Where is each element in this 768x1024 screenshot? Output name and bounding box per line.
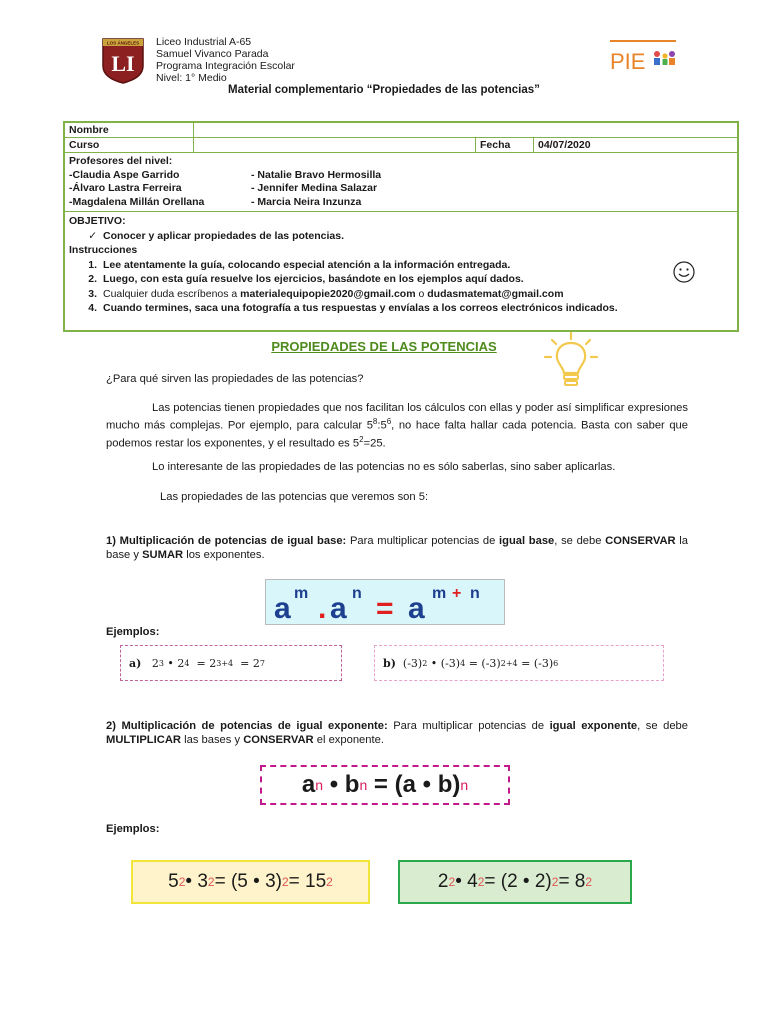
examples-label-1: Ejemplos: — [106, 626, 160, 638]
paragraph-text: =25. — [363, 437, 386, 450]
paragraph-1 — [106, 401, 688, 451]
math-text: = (5 • 3) — [214, 871, 282, 892]
profesor-name: - Marcia Neira Inzunza — [251, 195, 362, 208]
curso-label: Curso — [65, 138, 194, 152]
examples-label-2: Ejemplos: — [106, 823, 160, 835]
formula-equals: = — [376, 592, 394, 624]
instruccion-text: o — [415, 287, 428, 300]
math-base: (-3) — [402, 656, 423, 670]
text-bold: CONSERVAR — [605, 535, 676, 547]
instruccion-text: Cuando termines, saca una fotografía a tus respuestas y envíalas a los correos electrónicos indicados. — [103, 302, 618, 314]
school-line: Samuel Vivanco Parada — [156, 48, 269, 60]
formula-base: a — [330, 592, 347, 624]
instrucciones-label: Instrucciones — [69, 244, 138, 256]
profesor-name: -Álvaro Lastra Ferreira — [69, 182, 182, 194]
math-exponent: 2 — [585, 875, 593, 889]
exponent: 8 — [372, 417, 378, 427]
math-exponent: 7 — [259, 658, 265, 668]
text: , se debe — [637, 720, 688, 732]
math-exponent: 6 — [553, 658, 559, 668]
math-exponent: 2 — [178, 875, 186, 889]
info-table — [63, 121, 739, 332]
property-1-heading: 1) Multiplicación de potencias de igual base: — [106, 535, 347, 547]
formula-base: b) — [437, 771, 461, 798]
fecha-value: 04/07/2020 — [538, 139, 591, 151]
paragraph-2: Lo interesante de las propiedades de las potencias no es sólo saberlas, sino saber aplicarlas. — [152, 461, 616, 473]
instruccion-item — [69, 301, 733, 316]
nombre-field[interactable] — [194, 123, 737, 137]
math-exponent: 2+4 — [500, 658, 518, 668]
objetivo-row — [65, 212, 737, 330]
school-crest-icon — [100, 36, 146, 84]
document-title: Material complementario “Propiedades de las potencias” — [228, 84, 540, 96]
math-base: (-3) — [481, 656, 501, 670]
crest-caption: LOS ÁNGELES — [106, 40, 140, 46]
profesor-name: - Jennifer Medina Salazar — [251, 182, 378, 194]
instruccion-text: Luego, con esta guía resuelve los ejercicios, basándote en los ejemplos aquí dados. — [103, 273, 524, 285]
text: Para multiplicar potencias de — [346, 535, 499, 547]
math-text: = 8 — [558, 871, 586, 892]
formula-product-same-exponent — [260, 765, 510, 805]
instruccion-item — [69, 258, 733, 273]
math-exponent: 4 — [460, 658, 466, 668]
formula-exponent: n — [460, 777, 469, 793]
section-title: PROPIEDADES DE LAS POTENCIAS — [271, 339, 497, 354]
math-text: 5 — [168, 871, 179, 892]
text: los exponentes. — [183, 549, 265, 562]
instruccion-item — [69, 272, 733, 287]
example-yellow-box — [131, 860, 370, 904]
math-base: 2 — [252, 656, 260, 670]
profesores-row — [65, 153, 737, 212]
text-bold: SUMAR — [142, 549, 184, 562]
math-exponent: 4 — [184, 658, 190, 668]
formula-exponent: n — [359, 777, 368, 793]
school-line: Nivel: 1° Medio — [156, 72, 227, 84]
example-a-box: a) 2 3 • 2 4 = 2 3+4 = 2 7 — [120, 645, 342, 681]
math-text: = (2 • 2) — [484, 871, 552, 892]
property-2-heading: 2) Multiplicación de potencias de igual exponente: — [106, 720, 388, 732]
math-base: 2 — [151, 656, 159, 670]
math-exponent: 3+4 — [216, 658, 234, 668]
fecha-label: Fecha — [476, 138, 534, 152]
exponent: 6 — [386, 417, 392, 427]
math-exponent: 2 — [477, 875, 485, 889]
formula-dot: • — [422, 771, 432, 798]
email-link-1[interactable]: materialequipopie2020@gmail.com — [240, 287, 416, 300]
formula-exponent: n — [315, 777, 324, 793]
instruccion-number: 4. — [88, 302, 97, 314]
math-exponent: 3 — [158, 658, 164, 668]
email-link-2[interactable]: dudasmatemat@gmail.com — [427, 287, 564, 300]
text: las bases y — [181, 734, 244, 747]
paragraph-text: , no hace falta hallar cada potencia. Basta con saber que podemos restar los exponentes, y el resultado es 5 — [106, 419, 688, 450]
math-text: = 15 — [288, 871, 327, 892]
paragraph-text: :5 — [377, 419, 387, 432]
profesor-name: -Magdalena Millán Orellana — [69, 195, 205, 208]
math-exponent: 2 — [448, 875, 456, 889]
formula-exponent: n — [470, 585, 480, 602]
objetivo-label: OBJETIVO: — [69, 215, 126, 227]
math-base: (-3) — [533, 656, 554, 670]
math-text: 2 — [437, 871, 449, 892]
instruccion-number: 1. — [88, 258, 97, 271]
text: , se debe — [554, 535, 606, 547]
text: el exponente. — [313, 734, 384, 747]
curso-row — [65, 138, 737, 153]
profesor-name: - Natalie Bravo Hermosilla — [251, 168, 382, 181]
pie-logo-icon — [608, 38, 678, 78]
math-exponent: 2 — [326, 875, 333, 889]
math-base: (-3) — [440, 656, 461, 670]
property-1-text — [106, 534, 688, 562]
nombre-label: Nombre — [65, 123, 194, 137]
curso-field[interactable] — [194, 138, 476, 152]
math-base: 2 — [177, 656, 185, 670]
checkmark-icon: ✓ — [88, 229, 97, 242]
formula-base: a — [274, 592, 291, 624]
math-base: 2 — [209, 656, 217, 670]
profesor-name: -Claudia Aspe Garrido — [69, 168, 180, 181]
text-bold: CONSERVAR — [243, 734, 314, 747]
formula-base: a — [408, 592, 425, 624]
math-exponent: 2 — [207, 875, 215, 889]
crest-letters: LI — [111, 51, 135, 76]
instruccion-number: 3. — [88, 287, 97, 300]
school-line: Liceo Industrial A-65 — [156, 36, 252, 48]
text-bold: MULTIPLICAR — [106, 734, 181, 747]
profesores-list — [69, 169, 733, 210]
school-line: Programa Integración Escolar — [156, 60, 295, 72]
math-text: • 3 — [185, 871, 208, 892]
math-exponent: 2 — [281, 875, 289, 889]
instruccion-text: Cualquier duda escríbenos a — [103, 287, 241, 300]
formula-dot: . — [318, 592, 327, 624]
example-green-box — [398, 860, 632, 904]
text: Para multiplicar potencias de — [387, 720, 550, 732]
formula-exponent: m — [432, 585, 447, 602]
text-bold: igual exponente — [549, 720, 638, 732]
objetivo-item — [69, 229, 733, 244]
text: la base y — [106, 535, 688, 562]
instruccion-item — [69, 287, 733, 302]
objetivo-text: Conocer y aplicar propiedades de las potencias. — [103, 229, 344, 242]
paragraph-3: Las propiedades de las potencias que veremos son 5: — [160, 491, 429, 503]
formula-dot: • — [329, 771, 339, 798]
school-info — [156, 36, 295, 84]
text-bold: igual base — [499, 535, 555, 547]
nombre-row — [65, 123, 737, 138]
formula-base: b — [344, 771, 360, 798]
pie-logo-text: PIE — [610, 49, 646, 74]
smiley-icon — [670, 261, 698, 283]
formula-exponent: m — [294, 585, 309, 602]
exponent: 2 — [359, 435, 364, 445]
formula-exponent: n — [352, 585, 362, 602]
formula-equals: = (a — [373, 771, 416, 798]
formula-product-same-base — [265, 579, 505, 625]
instruccion-text: Lee atentamente la guía, colocando especial atención a la información entregada. — [103, 258, 511, 271]
paragraph-text: Las potencias tienen propiedades que nos facilitan los cálculos con ellas y poder así simplificar expresiones mucho más complejas. Por ejemplo, para calcular 5 — [106, 402, 688, 432]
formula-plus: + — [452, 585, 462, 602]
math-exponent: 2 — [422, 658, 428, 668]
intro-question: ¿Para qué sirven las propiedades de las potencias? — [106, 373, 364, 385]
example-b-box: b) (-3) 2 • (-3) 4 = (-3) 2+4 = (-3) 6 — [374, 645, 664, 681]
property-2-text — [106, 719, 688, 747]
math-text: • 4 — [455, 871, 478, 892]
instruccion-number: 2. — [88, 273, 97, 285]
example-label: a) — [129, 656, 142, 670]
example-label: b) — [383, 656, 396, 670]
formula-base: a — [301, 771, 316, 798]
math-exponent: 2 — [551, 875, 559, 889]
profesores-label: Profesores del nivel: — [69, 155, 173, 167]
